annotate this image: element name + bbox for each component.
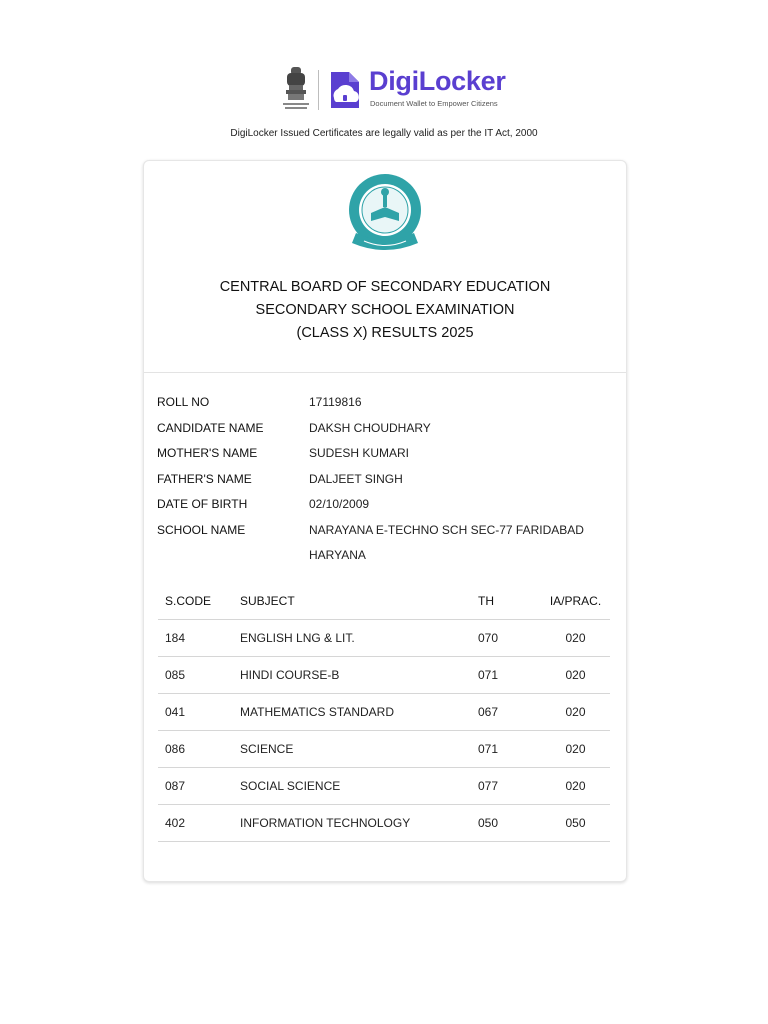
practical-marks: 020 (541, 768, 610, 805)
column-header-practical: IA/PRAC. (549, 593, 602, 608)
subject-code: 087 (158, 768, 239, 805)
board-title-line: CENTRAL BOARD OF SECONDARY EDUCATION (219, 279, 551, 295)
detail-label: DATE OF BIRTH (157, 497, 248, 511)
result-title-line: (CLASS X) RESULTS 2025 (296, 325, 474, 341)
subject-code: 041 (158, 694, 239, 731)
candidate-details (157, 390, 617, 569)
theory-marks: 077 (477, 768, 541, 805)
theory-marks: 067 (477, 694, 541, 731)
theory-marks: 070 (477, 620, 541, 657)
subject-name: SCIENCE (239, 731, 477, 768)
cbse-seal-icon (346, 171, 424, 257)
result-card (143, 160, 627, 882)
detail-label: CANDIDATE NAME (157, 420, 264, 435)
detail-row-mothers-name (157, 441, 617, 467)
detail-row-fathers-name (157, 467, 617, 493)
table-row (158, 768, 610, 805)
subject-name: MATHEMATICS STANDARD (239, 694, 477, 731)
practical-marks: 020 (541, 620, 610, 657)
subject-name: ENGLISH LNG & LIT. (239, 620, 477, 657)
marks-table (158, 582, 610, 842)
detail-label: SCHOOL NAME (157, 522, 246, 537)
theory-marks: 071 (477, 657, 541, 694)
table-row (158, 620, 610, 657)
digilocker-header (0, 60, 768, 120)
detail-label: MOTHER'S NAME (157, 446, 258, 460)
brand-name: DigiLocker (369, 66, 506, 96)
theory-marks: 050 (477, 805, 541, 842)
subject-code: 402 (158, 805, 239, 842)
marks-header-row (158, 582, 610, 620)
subject-name: HINDI COURSE-B (239, 657, 477, 694)
table-row (158, 805, 610, 842)
detail-row-roll-no (157, 390, 617, 416)
detail-row-candidate-name (157, 416, 617, 442)
detail-value: SUDESH KUMARI (309, 446, 410, 460)
card-divider (144, 372, 626, 373)
detail-label: ROLL NO (157, 395, 210, 409)
practical-marks: 020 (541, 731, 610, 768)
detail-row-school-name (157, 518, 617, 569)
board-title (144, 276, 626, 345)
column-header-subject: SUBJECT (240, 593, 295, 608)
legal-notice: DigiLocker Issued Certificates are legally valid as per the IT Act, 2000 (230, 128, 538, 139)
national-emblem-icon (280, 64, 312, 112)
table-row (158, 694, 610, 731)
exam-title-line: SECONDARY SCHOOL EXAMINATION (255, 302, 515, 318)
column-header-code: S.CODE (165, 593, 212, 608)
subject-code: 184 (158, 620, 239, 657)
column-header-theory: TH (478, 593, 494, 608)
detail-value: DALJEET SINGH (309, 471, 403, 486)
detail-value: 02/10/2009 (309, 497, 370, 511)
header-divider (318, 70, 319, 110)
detail-value: NARAYANA E-TECHNO SCH SEC-77 FARIDABAD HARYANA (309, 522, 584, 562)
brand-tagline: Document Wallet to Empower Citizens (370, 99, 498, 108)
table-row (158, 731, 610, 768)
detail-row-date-of-birth (157, 492, 617, 518)
detail-value: 17119816 (309, 395, 362, 409)
detail-label: FATHER'S NAME (157, 471, 252, 486)
practical-marks: 050 (541, 805, 610, 842)
detail-value: DAKSH CHOUDHARY (309, 420, 431, 435)
practical-marks: 020 (541, 694, 610, 731)
theory-marks: 071 (477, 731, 541, 768)
practical-marks: 020 (541, 657, 610, 694)
digilocker-logo-icon (325, 68, 365, 112)
subject-name: INFORMATION TECHNOLOGY (239, 805, 477, 842)
subject-code: 085 (158, 657, 239, 694)
table-row (158, 657, 610, 694)
subject-code: 086 (158, 731, 239, 768)
subject-name: SOCIAL SCIENCE (239, 768, 477, 805)
